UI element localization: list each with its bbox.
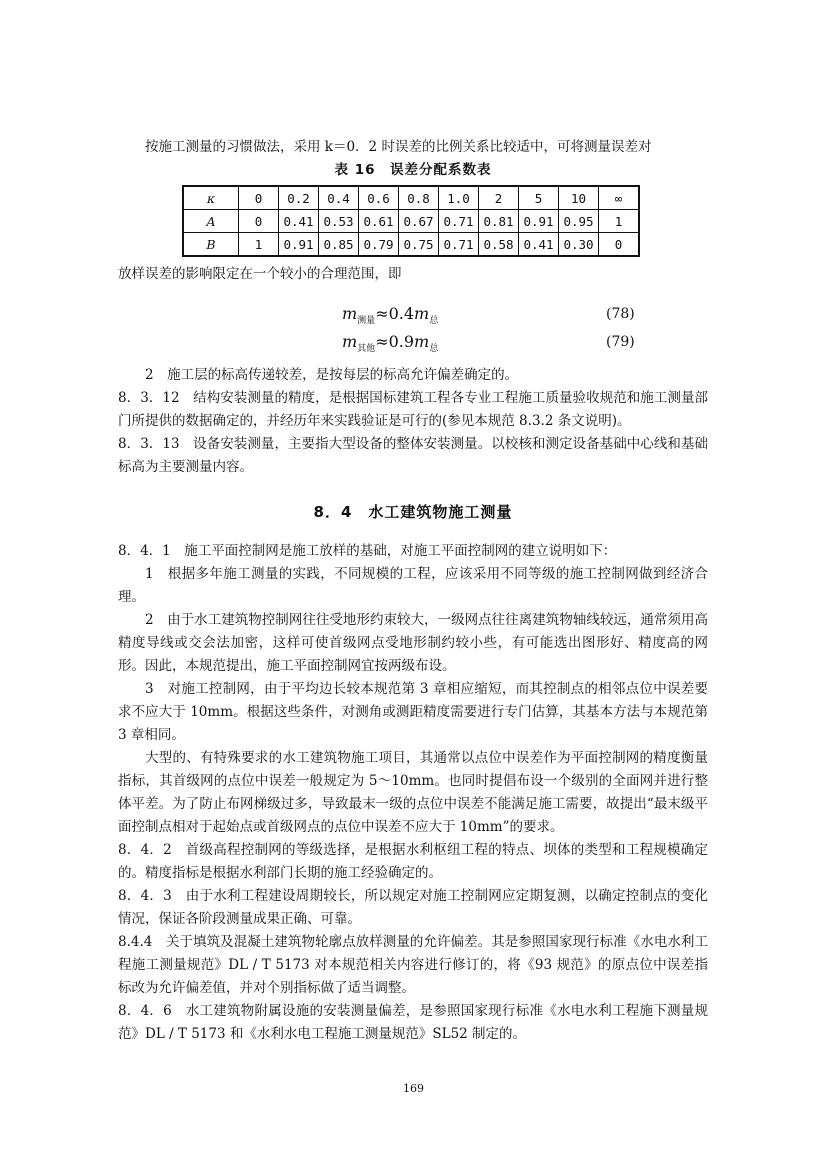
equation-number: (78): [606, 306, 635, 322]
paragraph: 大型的、有特殊要求的水工建筑物施工项目，其通常以点位中误差作为平面控制网的精度衡量指标，其首级网的点位中误差一般规定为 5～10mm。也同时提倡布设一个级别的全面网并进行整体平差。为了防止布网梯级过多，导致最末一级的点位中误差不能满足施工需要，故提出“最末级平面控制点相对于起始点或首级网点的点位中误差不应大于 10mm”的要求。: [118, 750, 708, 835]
table-title: 表 16 误差分配系数表: [334, 162, 492, 178]
table-cell: 0.58: [479, 233, 519, 257]
table-cell: 0.30: [559, 233, 599, 257]
table-cell: 1: [599, 210, 640, 233]
table-cell: 0.8: [399, 186, 439, 210]
paragraphs-8-4: [118, 540, 708, 1046]
table-cell: 0.6: [359, 186, 399, 210]
document-body: [118, 136, 708, 1046]
table-cell: 0.53: [319, 210, 359, 233]
paragraph: 8．4．2 首级高程控制网的等级选择，是根据水利枢纽工程的特点、坝体的类型和工程规模确定的。精度指标是根据水利部门长期的施工经验确定的。: [118, 842, 708, 881]
equation-78: [118, 300, 708, 328]
paragraph: 8．4．3 由于水利工程建设周期较长，所以规定对施工控制网应定期复测，以确定控制点的变化情况，保证各阶段测量成果正确、可靠。: [118, 888, 708, 927]
table-cell: 5: [519, 186, 559, 210]
section-title: 8．4 水工建筑物施工测量: [313, 503, 513, 521]
table-cell: 1: [239, 233, 279, 257]
table-row: [183, 186, 639, 210]
paragraph: 2 由于水工建筑物控制网往往受地形约束较大，一级网点往往离建筑物轴线较远，通常须用高精度导线或交会法加密，这样可使首级网点受地形制约较小些，有可能选出图形好、精度高的网形。因此，本规范提出，施工平面控制网宜按两级布设。: [118, 612, 708, 674]
table-cell: 0.71: [439, 210, 479, 233]
equation-formula: $m_{测量}\approx 0.4m_总$: [342, 304, 439, 327]
paragraph: 8．4．1 施工平面控制网是施工放样的基础，对施工平面控制网的建立说明如下：: [118, 543, 617, 559]
paragraph: 8．3．13 设备安装测量，主要指大型设备的整体安装测量。以校核和测定设备基础中心线和基础标高为主要测量内容。: [118, 436, 708, 475]
error-coefficient-table: [182, 185, 640, 257]
table-cell: 0: [239, 210, 279, 233]
paragraph: 2 施工层的标高传递较差，是按每层的标高允许偏差确定的。: [145, 367, 519, 383]
table-row: [183, 210, 639, 233]
equation-number: (79): [606, 334, 635, 350]
table-cell: 0.41: [279, 210, 319, 233]
table-cell: 0.91: [279, 233, 319, 257]
table-cell: 0: [599, 233, 640, 257]
after-table-paragraph: 放样误差的影响限定在一个较小的合理范围，即: [118, 266, 402, 282]
paragraph: 8.4.4 关于填筑及混凝土建筑物轮廓点放样测量的允许偏差。其是参照国家现行标准《水电水利工程施工测量规范》DL / T 5173 对本规范相关内容进行修订的，将《93 规范》的原点位中误差指标改为允许偏差值，并对个别指标做了适当调整。: [118, 934, 708, 996]
paragraph: 3 对施工控制网，由于平均边长较本规范第 3 章相应缩短，而其控制点的相邻点位中误差要求不应大于 10mm。根据这些条件，对测角或测距精度需要进行专门估算，其基本方法与本规范第 3 章相同。: [118, 681, 708, 743]
table-row: [183, 233, 639, 257]
equation-79: [118, 328, 708, 356]
table-cell: 1.0: [439, 186, 479, 210]
table-cell: 0.75: [399, 233, 439, 257]
table-cell: 0.95: [559, 210, 599, 233]
table-cell: 0.81: [479, 210, 519, 233]
equations: [118, 300, 708, 356]
paragraph: 1 根据多年施工测量的实践，不同规模的工程，应该采用不同等级的施工控制网做到经济合理。: [118, 566, 708, 605]
table-cell: 0.67: [399, 210, 439, 233]
table-cell: 0.71: [439, 233, 479, 257]
table-cell: 0.2: [279, 186, 319, 210]
row-label: κ: [183, 186, 239, 210]
row-label: B: [183, 233, 239, 257]
paragraphs-8-3: [118, 364, 708, 479]
table-cell: 0.4: [319, 186, 359, 210]
intro-paragraph: 按施工测量的习惯做法，采用 k＝0．2 时误差的比例关系比较适中，可将测量误差对: [145, 139, 652, 155]
table-cell: 0: [239, 186, 279, 210]
table-cell: 0.79: [359, 233, 399, 257]
table-cell: 10: [559, 186, 599, 210]
table-cell: 0.85: [319, 233, 359, 257]
row-label: A: [183, 210, 239, 233]
paragraph: 8．4．6 水工建筑物附属设施的安装测量偏差，是参照国家现行标准《水电水利工程施下测量规范》DL / T 5173 和《水利水电工程施工测量规范》SL52 制定的。: [118, 1003, 708, 1042]
table-cell: ∞: [599, 186, 640, 210]
table-cell: 0.91: [519, 210, 559, 233]
table-cell: 2: [479, 186, 519, 210]
table-cell: 0.61: [359, 210, 399, 233]
table-cell: 0.41: [519, 233, 559, 257]
page-number: 169: [403, 1082, 424, 1095]
equation-formula: $m_{其他}\approx 0.9m_总$: [342, 332, 439, 355]
paragraph: 8．3．12 结构安装测量的精度，是根据国标建筑工程各专业工程施工质量验收规范和施工测量部门所提供的数据确定的，并经历年来实践验证是可行的(参见本规范 8.3.2 条文说明)。: [118, 390, 708, 429]
